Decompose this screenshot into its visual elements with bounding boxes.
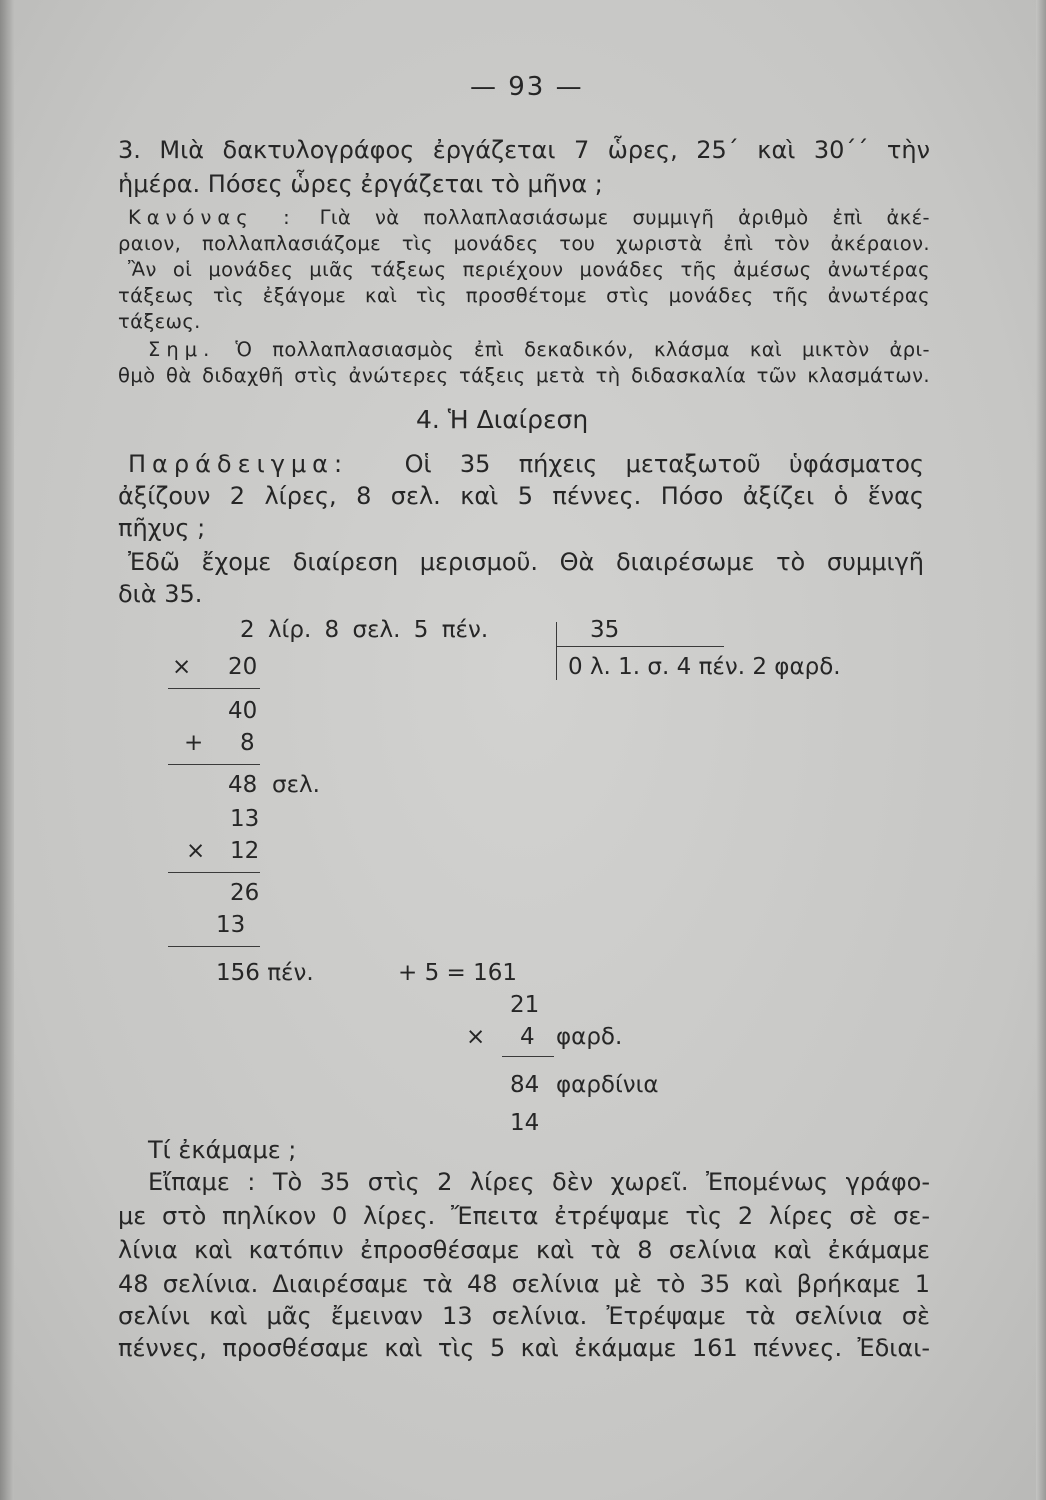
problem3-line2: ἡμέρα. Πόσες ὧρες ἐργάζεται τὸ μῆνα ; (118, 170, 603, 198)
calc-rule-5 (502, 1056, 554, 1057)
example-label: Παράδειγμα: (128, 450, 349, 478)
calc-plus5-eq: + 5 = 161 (398, 960, 518, 986)
example-line3: πῆχυς ; (118, 514, 206, 542)
calc-mul-20: 20 (228, 654, 258, 680)
mul-sign-3: × (466, 1024, 486, 1050)
rule-line3: Ἂν οἱ μονάδες μιᾶς τάξεως περιέχουν μονάδες τῆς ἀμέσως ἀνωτέρας (128, 258, 930, 281)
rule-line4: τάξεως τὶς ἐξάγομε καὶ τὶς προσθέτομε στὶς μονάδες τῆς ἀνωτέρας (118, 284, 930, 307)
calc-48: 48 (228, 772, 258, 798)
calc-40: 40 (228, 698, 258, 724)
problem3-line1: 3. Μιὰ δακτυλογράφος ἐργάζεται 7 ὧρες, 25΄ καὶ 30΄΄ τὴν (118, 136, 930, 164)
calc-84: 84 (510, 1072, 540, 1098)
calc-divisor: 35 (590, 617, 620, 643)
explanation-line6: πέννες, προσθέσαμε καὶ τὶς 5 καὶ ἐκάμαμε 161 πέννες. Ἐδιαι- (118, 1334, 930, 1362)
calc-156: 156 πέν. (216, 960, 314, 986)
division-bar-vertical (556, 622, 557, 680)
page-number: — 93 — (470, 72, 584, 102)
calc-rule-3 (168, 872, 260, 873)
calc-quotient: 0 λ. 1. σ. 4 πέν. 2 φαρδ. (568, 654, 841, 680)
calc-fard-label: φαρδ. (556, 1024, 623, 1050)
example-line5: διὰ 35. (118, 580, 203, 608)
example-line2: ἀξίζουν 2 λίρες, 8 σελ. καὶ 5 πέννες. Πόσο ἀξίζει ὁ ἕνας (118, 482, 924, 510)
explanation-line3: λίνια καὶ κατόπιν ἐπροσθέσαμε καὶ τὰ 8 σελίνια καὶ ἐκάμαμε (118, 1236, 930, 1264)
calc-add-8: 8 (240, 730, 255, 756)
plus-sign-1: + (184, 730, 204, 756)
example-line1-rest: Οἱ 35 πήχεις μεταξωτοῦ ὑφάσματος (404, 450, 924, 478)
rule-line1 (128, 206, 930, 229)
calc-sel-label: σελ. (272, 772, 320, 798)
calc-mul-4: 4 (520, 1024, 535, 1050)
explanation-line2: με στὸ πηλίκον 0 λίρες. Ἔπειτα ἐτρέψαμε τὶς 2 λίρες σὲ σε- (118, 1202, 930, 1230)
calc-rule-2 (168, 764, 260, 765)
calc-rule-4 (168, 946, 260, 947)
section-heading: 4. Ἡ Διαίρεση (416, 405, 589, 434)
calc-fardinia-label: φαρδίνια (556, 1072, 659, 1098)
explanation-line4: 48 σελίνια. Διαιρέσαμε τὰ 48 σελίνια μὲ τὸ 35 καὶ βρήκαμε 1 (118, 1270, 930, 1298)
calc-rule-1 (168, 688, 260, 689)
mul-sign-1: × (172, 654, 192, 680)
note-line2: θμὸ θὰ διδαχθῆ στὶς ἀνώτερες τάξεις μετὰ τὴ διδασκαλία τῶν κλασμάτων. (118, 364, 930, 387)
calc-13b: 13 (216, 912, 246, 938)
rule-line5: τάξεως. (118, 310, 201, 333)
explanation-line5: σελίνι καὶ μᾶς ἔμειναν 13 σελίνια. Ἐτρέψαμε τὰ σελίνια σὲ (118, 1302, 930, 1330)
note-label: Σημ. (148, 338, 216, 361)
calc-13a: 13 (230, 806, 260, 832)
note-line1-rest: Ὁ πολλαπλασιασμὸς ἐπὶ δεκαδικόν, κλάσμα καὶ μικτὸν ἀρι- (235, 338, 930, 361)
page-edge-left (0, 0, 14, 1500)
rule-label: Κανόνας : (128, 206, 296, 229)
rule-line1-rest: Γιὰ νὰ πολλαπλασιάσωμε συμμιγῆ ἀριθμὸ ἐπὶ ἀκέ- (319, 206, 930, 229)
example-line4: Ἐδῶ ἔχομε διαίρεση μερισμοῦ. Θὰ διαιρέσωμε τὸ συμμιγῆ (128, 548, 924, 576)
division-bar-horizontal (556, 646, 724, 647)
note-line1 (148, 338, 930, 361)
page-edge-right (1036, 0, 1046, 1500)
example-line1 (128, 450, 924, 478)
explanation-line1: Εἴπαμε : Τὸ 35 στὶς 2 λίρες δὲν χωρεῖ. Ἐπομένως γράφο- (148, 1168, 930, 1196)
calc-dividend: 2 λίρ. 8 σελ. 5 πέν. (240, 617, 489, 643)
rule-line2: ραιον, πολλαπλασιάζομε τὶς μονάδες του χωριστὰ ἐπὶ τὸν ἀκέραιον. (118, 232, 930, 255)
explanation-question: Τί ἐκάμαμε ; (148, 1136, 297, 1164)
calc-26: 26 (230, 880, 260, 906)
calc-21: 21 (510, 992, 540, 1018)
calc-mul-12: 12 (230, 838, 260, 864)
mul-sign-2: × (186, 838, 206, 864)
calc-14: 14 (510, 1110, 540, 1136)
